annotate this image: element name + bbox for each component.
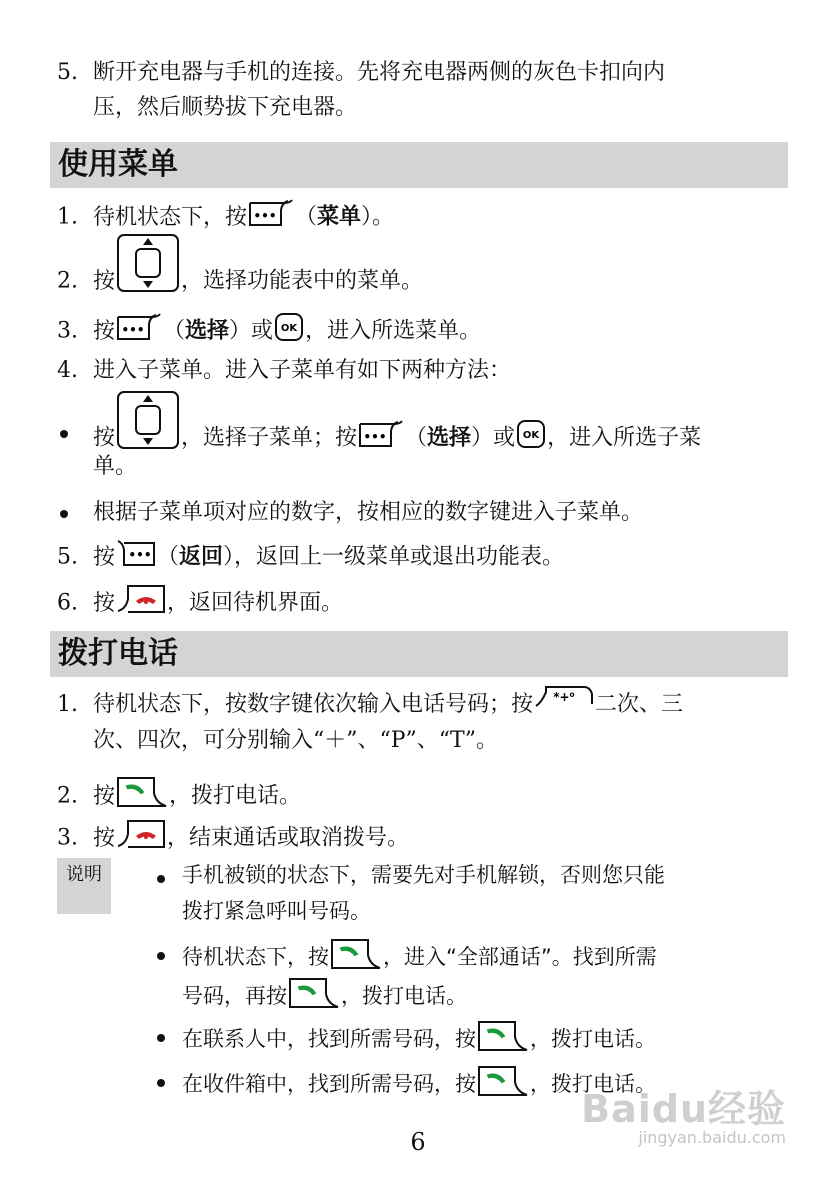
step-number: 1. xyxy=(57,692,78,717)
bullet-dot xyxy=(157,952,165,960)
step-number: 2. xyxy=(57,268,78,294)
step-number: 6. xyxy=(57,590,78,616)
step-text: ，拨打电话。 xyxy=(169,783,302,809)
step-text: ，返回待机界面。 xyxy=(167,590,344,616)
menu-step-5 xyxy=(57,538,564,577)
note-item-1-cont: 拨打紧急呼叫号码。 xyxy=(182,899,371,923)
call-step-1 xyxy=(57,690,683,720)
step-text: 进入子菜单。进入子菜单有如下两种方法： xyxy=(93,358,512,383)
step-text: （ xyxy=(157,544,180,570)
menu-key-glyph: ••• xyxy=(121,323,145,337)
ok-key-label: OK xyxy=(280,323,298,334)
step-text: 按 xyxy=(93,318,116,344)
step-text: 按 xyxy=(93,544,116,570)
send-call-key-icon xyxy=(477,1064,529,1106)
step-text: ）或 xyxy=(471,425,516,451)
step-text: （ xyxy=(163,318,186,344)
intro-step-5-cont: 压，然后顺势拔下充电器。 xyxy=(93,95,358,120)
end-call-key-icon xyxy=(116,583,166,624)
star-key-icon xyxy=(534,684,594,719)
menu-step-6 xyxy=(57,583,343,624)
step-text: 待机状态下，按 xyxy=(93,204,248,230)
baidu-jingyan-watermark xyxy=(581,1078,786,1147)
note-item-2-cont xyxy=(182,976,467,1018)
send-call-key-icon xyxy=(330,937,382,979)
step-text: （ xyxy=(295,204,318,230)
send-call-key-icon xyxy=(477,1019,529,1061)
section-heading-menu: 使用菜单 xyxy=(50,142,788,188)
end-call-key-icon xyxy=(116,818,166,859)
step-number: 1. xyxy=(57,204,78,230)
star-key-label: *+⁰ xyxy=(553,689,575,704)
note-text: 在联系人中，找到所需号码，按 xyxy=(182,1027,476,1051)
send-call-key-icon xyxy=(116,775,168,818)
step-text: 按 xyxy=(93,268,116,294)
bullet-dot xyxy=(60,510,68,518)
watermark-url: jingyan.baidu.com xyxy=(638,1128,786,1147)
call-step-1-cont: 次、四次，可分别输入“＋”、“P”、“T”。 xyxy=(93,728,498,753)
note-text: 待机状态下，按 xyxy=(182,945,329,969)
step-text: ，结束通话或取消拨号。 xyxy=(167,825,410,851)
call-step-3 xyxy=(57,818,409,859)
menu-step-1 xyxy=(57,198,394,237)
menu-key-icon xyxy=(116,312,162,351)
note-text: 在收件箱中，找到所需号码，按 xyxy=(182,1072,476,1096)
step-text: ），返回上一级菜单或退出功能表。 xyxy=(223,544,565,570)
step-text: 按 xyxy=(93,425,116,451)
step-text: 断开充电器与手机的连接。先将充电器两侧的灰色卡扣向内 xyxy=(93,60,666,85)
step-text: ）或 xyxy=(229,318,274,344)
step-number: 3. xyxy=(57,318,78,344)
note-text: ，拨打电话。 xyxy=(341,984,467,1008)
step-text: 二次、三 xyxy=(595,692,684,717)
step-number: 5. xyxy=(57,60,78,85)
menu-key-icon xyxy=(248,198,294,237)
back-key-icon xyxy=(116,538,156,577)
navigation-key-icon xyxy=(116,233,180,302)
menu-bullet-1-cont: 单。 xyxy=(93,454,138,479)
intro-step-5 xyxy=(57,58,665,88)
ok-key-label: OK xyxy=(522,430,540,441)
step-number: 2. xyxy=(57,783,78,809)
step-text: 按 xyxy=(93,590,116,616)
bullet-dot xyxy=(157,1079,165,1087)
menu-bullet-1 xyxy=(93,418,701,459)
step-text: ，选择子菜单；按 xyxy=(181,425,358,451)
menu-step-2 xyxy=(57,261,423,302)
ok-key-icon xyxy=(274,312,304,351)
step-text: ，选择功能表中的菜单。 xyxy=(181,268,424,294)
watermark-brand: Baidu经验 xyxy=(581,1087,786,1131)
softkey-label: 选择 xyxy=(185,318,230,344)
note-text: 号码，再按 xyxy=(182,984,287,1008)
step-text: 待机状态下，按数字键依次输入电话号码；按 xyxy=(93,692,534,717)
note-item-3 xyxy=(182,1019,656,1061)
step-text: 按 xyxy=(93,825,116,851)
note-text: ，拨打电话。 xyxy=(530,1027,656,1051)
step-text: （ xyxy=(405,425,428,451)
note-text: ，进入“全部通话”。找到所需 xyxy=(383,945,657,969)
note-text: ，拨打电话。 xyxy=(530,1072,656,1096)
note-item-2 xyxy=(182,937,657,979)
note-label: 说明 xyxy=(57,858,111,914)
call-step-2 xyxy=(57,775,301,818)
step-text: ，进入所选子菜 xyxy=(547,425,702,451)
note-item-1: 手机被锁的状态下，需要先对手机解锁，否则您只能 xyxy=(182,863,665,887)
step-number: 5. xyxy=(57,544,78,570)
step-number: 3. xyxy=(57,825,78,851)
step-text: ）。 xyxy=(361,204,395,230)
step-text: 按 xyxy=(93,783,116,809)
section-heading-call: 拨打电话 xyxy=(50,631,788,677)
navigation-key-icon xyxy=(116,390,180,459)
step-text: ，进入所选菜单。 xyxy=(305,318,482,344)
softkey-label: 返回 xyxy=(179,544,224,570)
menu-bullet-2: 根据子菜单项对应的数字，按相应的数字键进入子菜单。 xyxy=(93,500,644,525)
menu-key-glyph: ••• xyxy=(253,209,277,223)
page-number: 6 xyxy=(410,1128,426,1156)
bullet-dot xyxy=(157,1034,165,1042)
send-call-key-icon xyxy=(288,976,340,1018)
softkey-label: 选择 xyxy=(427,425,472,451)
menu-key-glyph: ••• xyxy=(363,430,387,444)
menu-key-icon xyxy=(358,419,404,458)
bullet-dot xyxy=(60,430,68,438)
bullet-dot xyxy=(157,875,165,883)
menu-key-glyph: ••• xyxy=(128,548,152,562)
ok-key-icon xyxy=(516,419,546,458)
menu-step-3 xyxy=(57,312,481,351)
softkey-label: 菜单 xyxy=(317,204,362,230)
step-number: 4. xyxy=(57,358,78,383)
menu-step-4 xyxy=(57,356,511,386)
